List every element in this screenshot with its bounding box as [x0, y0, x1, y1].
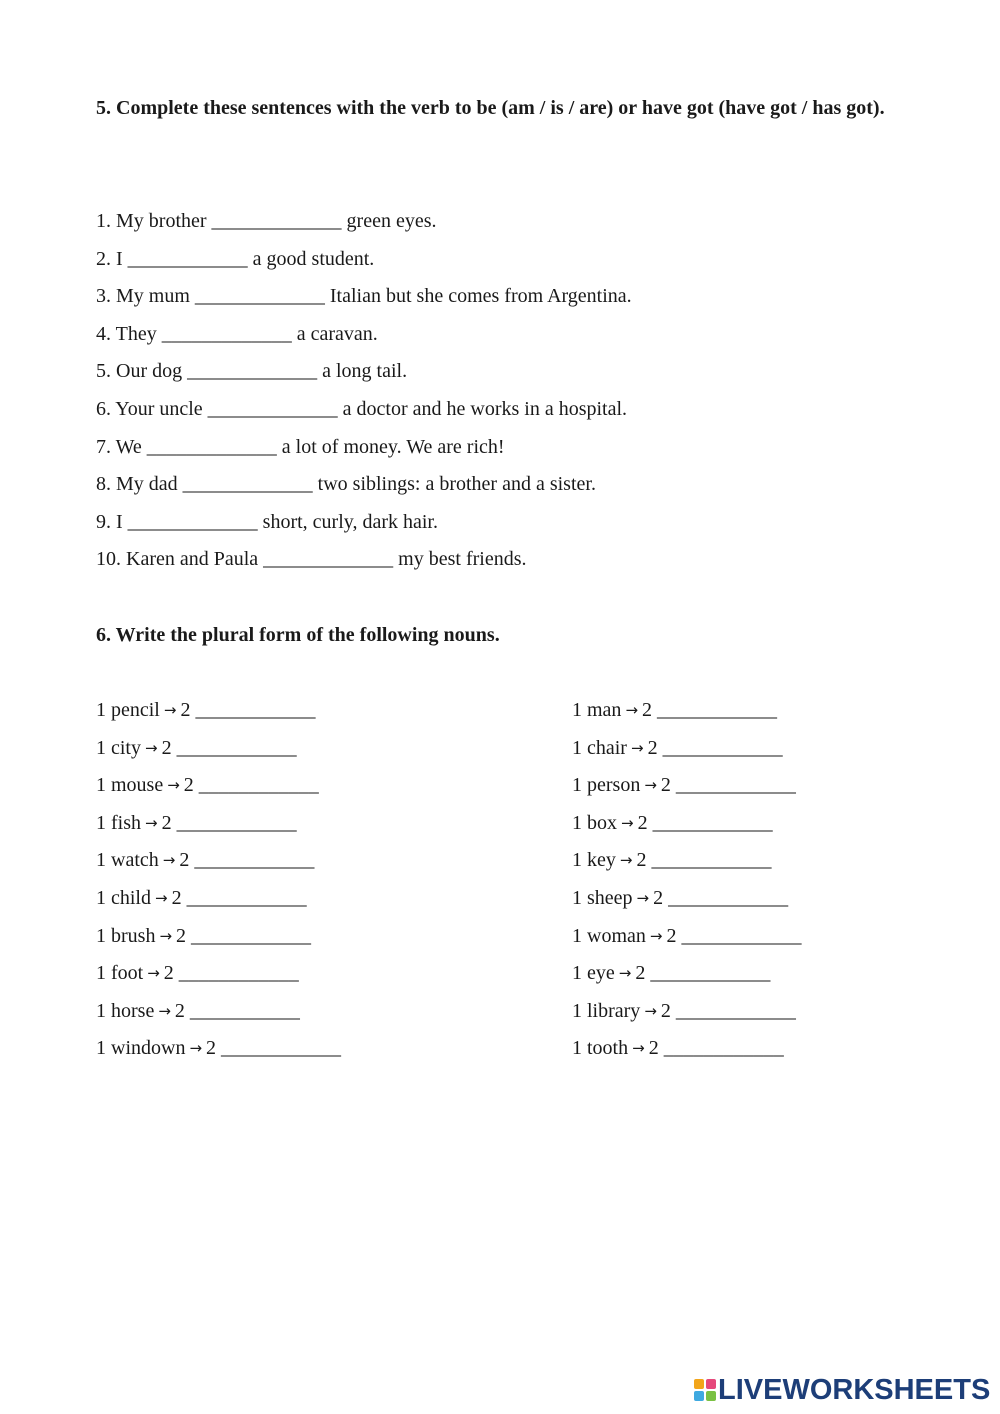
plural-item: 1 child → 2 ____________: [96, 886, 307, 909]
arrow-right-icon: →: [621, 813, 634, 832]
arrow-right-icon: →: [619, 851, 633, 870]
sentence-10: 10. Karen and Paula _____________ my best friends.: [96, 548, 527, 571]
plural-item: 1 woman → 2 ____________: [572, 924, 802, 947]
arrow-right-icon: →: [636, 888, 650, 907]
plural-item: 1 brush → 2 ____________: [96, 924, 312, 947]
section-5-sentences: [96, 203, 632, 579]
arrow-right-icon: →: [618, 964, 632, 983]
plural-list-left: [96, 692, 341, 1068]
section-5-heading: 5. Complete these sentences with the verb to be (am / is / are) or have got (have got / has got).: [96, 97, 885, 119]
sentence-7: 7. We _____________ a lot of money. We are rich!: [96, 435, 505, 458]
plural-item: 1 foot → 2 ____________: [96, 962, 299, 985]
arrow-right-icon: →: [147, 964, 160, 983]
plural-item: 1 box → 2 ____________: [572, 811, 773, 834]
arrow-right-icon: →: [163, 701, 177, 719]
plural-item: 1 eye → 2 ____________: [572, 962, 771, 985]
arrow-right-icon: →: [145, 813, 158, 832]
plural-item: 1 man → 2 ____________: [572, 699, 778, 721]
liveworksheets-logo: [694, 1373, 990, 1407]
plural-item: 1 tooth → 2 ____________: [572, 1037, 784, 1060]
sentence-3: 3. My mum _____________ Italian but she comes from Argentina.: [96, 285, 632, 308]
plural-item: 1 sheep → 2 ____________: [572, 886, 789, 909]
sentence-2: 2. I ____________ a good student.: [96, 247, 375, 270]
arrow-right-icon: →: [189, 1039, 203, 1058]
arrow-right-icon: →: [644, 1001, 657, 1020]
sentence-8: 8. My dad _____________ two siblings: a brother and a sister.: [96, 473, 596, 496]
plural-item: 1 chair → 2 ____________: [572, 736, 783, 759]
section-6-heading: 6. Write the plural form of the following nouns.: [96, 624, 500, 646]
arrow-right-icon: →: [162, 851, 176, 870]
arrow-right-icon: →: [159, 926, 173, 945]
plural-item: 1 person → 2 ____________: [572, 774, 796, 797]
arrow-right-icon: →: [632, 1039, 645, 1058]
arrow-right-icon: →: [145, 738, 158, 757]
plural-item: 1 pencil → 2 ____________: [96, 699, 316, 721]
sentence-6: 6. Your uncle _____________ a doctor and he works in a hospital.: [96, 397, 628, 420]
sentence-5: 5. Our dog _____________ a long tail.: [96, 360, 408, 383]
sentence-1: 1. My brother _____________ green eyes.: [96, 210, 437, 232]
logo-text: LIVEWORKSHEETS: [718, 1373, 991, 1406]
plural-item: 1 windown → 2 ____________: [96, 1037, 342, 1060]
plural-item: 1 city → 2 ____________: [96, 736, 297, 759]
sentence-4: 4. They _____________ a caravan.: [96, 322, 378, 345]
arrow-right-icon: →: [155, 888, 168, 907]
arrow-right-icon: →: [167, 776, 180, 795]
live-logo-icon: [694, 1379, 716, 1401]
arrow-right-icon: →: [630, 738, 644, 757]
plural-item: 1 key → 2 ____________: [572, 849, 772, 872]
arrow-right-icon: →: [649, 926, 663, 945]
sentence-9: 9. I _____________ short, curly, dark hair.: [96, 510, 438, 533]
plural-item: 1 mouse → 2 ____________: [96, 774, 319, 797]
plural-item: 1 library → 2 ____________: [572, 999, 796, 1022]
plural-item: 1 horse → 2 ___________: [96, 999, 300, 1022]
plural-list-right: [572, 692, 801, 1068]
arrow-right-icon: →: [625, 701, 639, 719]
arrow-right-icon: →: [644, 776, 657, 795]
plural-item: 1 watch → 2 ____________: [96, 849, 315, 872]
plural-item: 1 fish → 2 ____________: [96, 811, 297, 834]
arrow-right-icon: →: [158, 1001, 171, 1020]
